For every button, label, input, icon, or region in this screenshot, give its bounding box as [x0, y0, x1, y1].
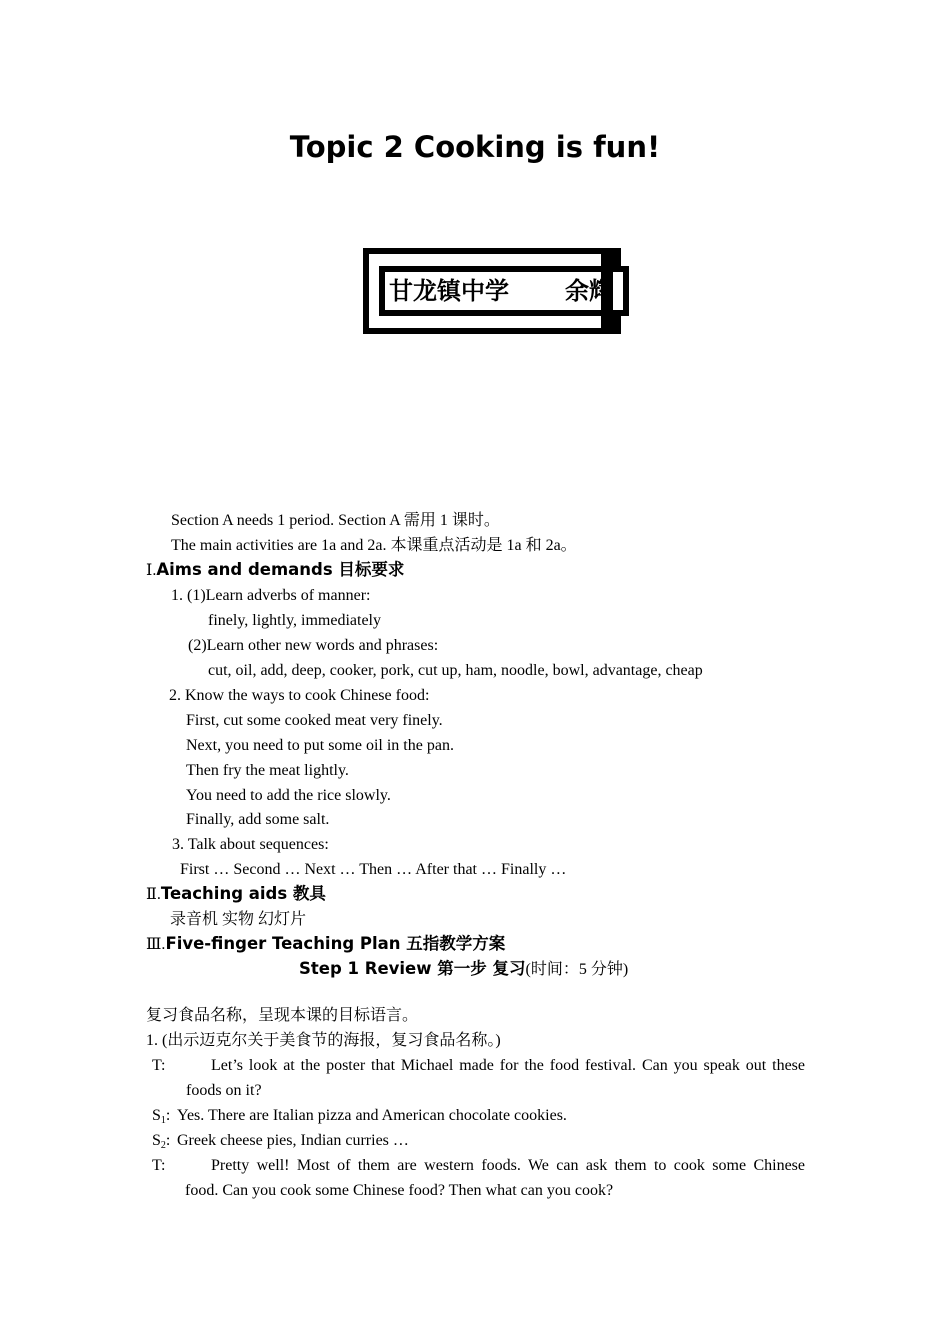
intro-line-2: The main activities are 1a and 2a. 本课重点活动是 1a 和 2a。	[171, 537, 577, 554]
page-title: Topic 2 Cooking is fun!	[289, 130, 661, 164]
section-heading-text: Teaching aids 教具	[160, 884, 326, 903]
cooking-step: Finally, add some salt.	[186, 811, 330, 828]
aids-heading	[146, 886, 326, 903]
aims-item-2: 2. Know the ways to cook Chinese food:	[169, 687, 430, 704]
step1-heading	[299, 961, 628, 978]
speaker-label: $S_1$:	[152, 1107, 171, 1126]
school-name: 甘龙镇中学	[389, 277, 509, 305]
speaker-label: T:	[152, 1157, 166, 1174]
step-time: (时间：5 分钟)	[525, 961, 629, 978]
step1-intro: 复习食品名称，呈现本课的目标语言。	[146, 1007, 419, 1024]
section-heading-text: Aims and demands 目标要求	[156, 560, 405, 579]
step1-item-1: 1. (出示迈克尔关于美食节的海报，复习食品名称。)	[146, 1032, 501, 1049]
dialogue-text: Pretty well! Most of them are western foods. We can ask them to cook some Chinese	[211, 1157, 805, 1174]
dialogue-text-cont: food. Can you cook some Chinese food? Then what can you cook?	[185, 1182, 614, 1199]
intro-line-1: Section A needs 1 period. Section A 需用 1 课时。	[171, 512, 500, 529]
step-title: Step 1 Review 第一步 复习	[299, 959, 526, 978]
speaker-label: T:	[152, 1057, 166, 1074]
aims-heading	[146, 562, 404, 579]
section-heading-text: Five-finger Teaching Plan 五指教学方案	[165, 934, 506, 953]
cooking-step: Then fry the meat lightly.	[186, 762, 349, 779]
dialogue-text: Yes. There are Italian pizza and American chocolate cookies.	[177, 1107, 567, 1124]
author-name: 余辉	[565, 277, 613, 305]
dialogue-text: Greek cheese pies, Indian curries …	[177, 1132, 409, 1149]
aims-item-3: 3. Talk about sequences:	[172, 836, 329, 853]
speaker-label: $S_2$:	[152, 1132, 171, 1151]
section-numeral: Ⅱ.	[146, 886, 161, 903]
dialogue-text-cont: foods on it?	[186, 1082, 262, 1099]
plan-heading	[146, 936, 505, 953]
author-stamp	[363, 248, 629, 334]
aims-item-1a: 1. (1)Learn adverbs of manner:	[171, 587, 371, 604]
cooking-step: First, cut some cooked meat very finely.	[186, 712, 443, 729]
aids-items: 录音机 实物 幻灯片	[170, 911, 307, 928]
aims-item-1a-words: finely, lightly, immediately	[208, 612, 381, 629]
aims-item-3-line: First … Second … Next … Then … After that … Finally …	[180, 861, 567, 878]
section-numeral: Ⅲ.	[146, 936, 166, 953]
cooking-step: You need to add the rice slowly.	[186, 787, 391, 804]
aims-item-1b-words: cut, oil, add, deep, cooker, pork, cut up, ham, noodle, bowl, advantage, cheap	[208, 662, 703, 679]
aims-item-1b: (2)Learn other new words and phrases:	[188, 637, 439, 654]
cooking-step: Next, you need to put some oil in the pan.	[186, 737, 454, 754]
section-numeral: Ⅰ.	[146, 562, 157, 579]
dialogue-text: Let’s look at the poster that Michael made for the food festival. Can you speak out these	[211, 1057, 805, 1074]
